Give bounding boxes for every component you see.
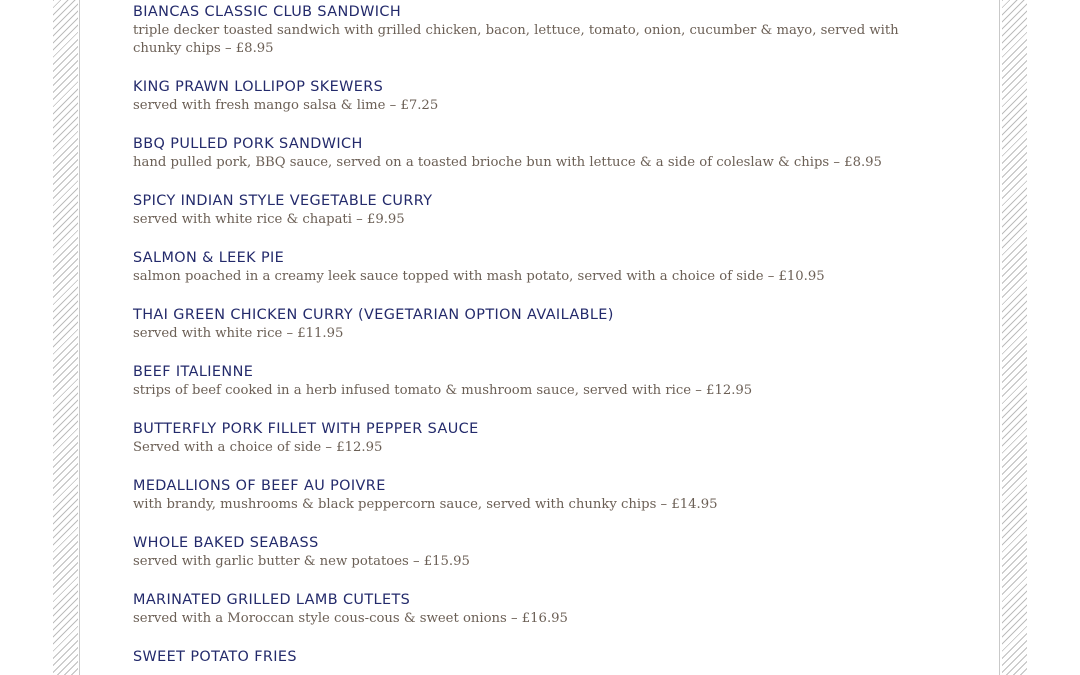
right-hatched-border xyxy=(1002,0,1027,675)
menu-item-title: SALMON & LEEK PIE xyxy=(133,250,285,266)
right-frame-line xyxy=(999,0,1000,675)
menu-item-description: served with white rice & chapati – £9.95 xyxy=(133,212,405,227)
menu-item xyxy=(133,3,933,58)
menu-item-title: MEDALLIONS OF BEEF AU POIVRE xyxy=(133,478,386,494)
menu-item xyxy=(133,306,933,343)
menu-item-description: strips of beef cooked in a herb infused tomato & mushroom sauce, served with rice – £12.95 xyxy=(133,383,753,398)
menu-item-description: with brandy, mushrooms & black peppercorn sauce, served with chunky chips – £14.95 xyxy=(133,497,718,512)
menu-item-description: salmon poached in a creamy leek sauce topped with mash potato, served with a choice of side – £10.95 xyxy=(133,269,825,284)
menu-item-description: triple decker toasted sandwich with grilled chicken, bacon, lettuce, tomato, onion, cucumber & mayo, served with chunky chips – £8.95 xyxy=(133,23,899,56)
menu-item xyxy=(133,591,933,628)
menu-item xyxy=(133,363,933,400)
menu-item xyxy=(133,135,933,172)
left-frame-line xyxy=(79,0,80,675)
menu-item-description: served with white rice – £11.95 xyxy=(133,326,344,341)
menu-list xyxy=(133,2,933,665)
menu-item-title: THAI GREEN CHICKEN CURRY (VEGETARIAN OPTION AVAILABLE) xyxy=(133,307,614,323)
menu-item-description: served with garlic butter & new potatoes – £15.95 xyxy=(133,554,470,569)
menu-item-title: BBQ PULLED PORK SANDWICH xyxy=(133,136,363,152)
menu-item xyxy=(133,648,933,667)
menu-item-description: Served with a choice of side – £12.95 xyxy=(133,440,383,455)
menu-item xyxy=(133,477,933,514)
menu-item-description: served with a Moroccan style cous-cous & sweet onions – £16.95 xyxy=(133,611,568,626)
menu-item xyxy=(133,534,933,571)
menu-item-title: SPICY INDIAN STYLE VEGETABLE CURRY xyxy=(133,193,433,209)
menu-item-title: BEEF ITALIENNE xyxy=(133,364,254,380)
menu-item xyxy=(133,192,933,229)
left-hatched-border xyxy=(53,0,78,675)
menu-item xyxy=(133,249,933,286)
menu-item-title: MARINATED GRILLED LAMB CUTLETS xyxy=(133,592,411,608)
menu-item xyxy=(133,78,933,115)
menu-item-title: WHOLE BAKED SEABASS xyxy=(133,535,319,551)
menu-item-title: BIANCAS CLASSIC CLUB SANDWICH xyxy=(133,4,402,20)
menu-item-title: SWEET POTATO FRIES xyxy=(133,649,297,665)
menu-item-title: KING PRAWN LOLLIPOP SKEWERS xyxy=(133,79,384,95)
menu-item-title: BUTTERFLY PORK FILLET WITH PEPPER SAUCE xyxy=(133,421,479,437)
menu-item-description: served with fresh mango salsa & lime – £7.25 xyxy=(133,98,439,113)
menu-item xyxy=(133,420,933,457)
menu-item-description: hand pulled pork, BBQ sauce, served on a toasted brioche bun with lettuce & a side of coleslaw & chips – £8.95 xyxy=(133,155,882,170)
